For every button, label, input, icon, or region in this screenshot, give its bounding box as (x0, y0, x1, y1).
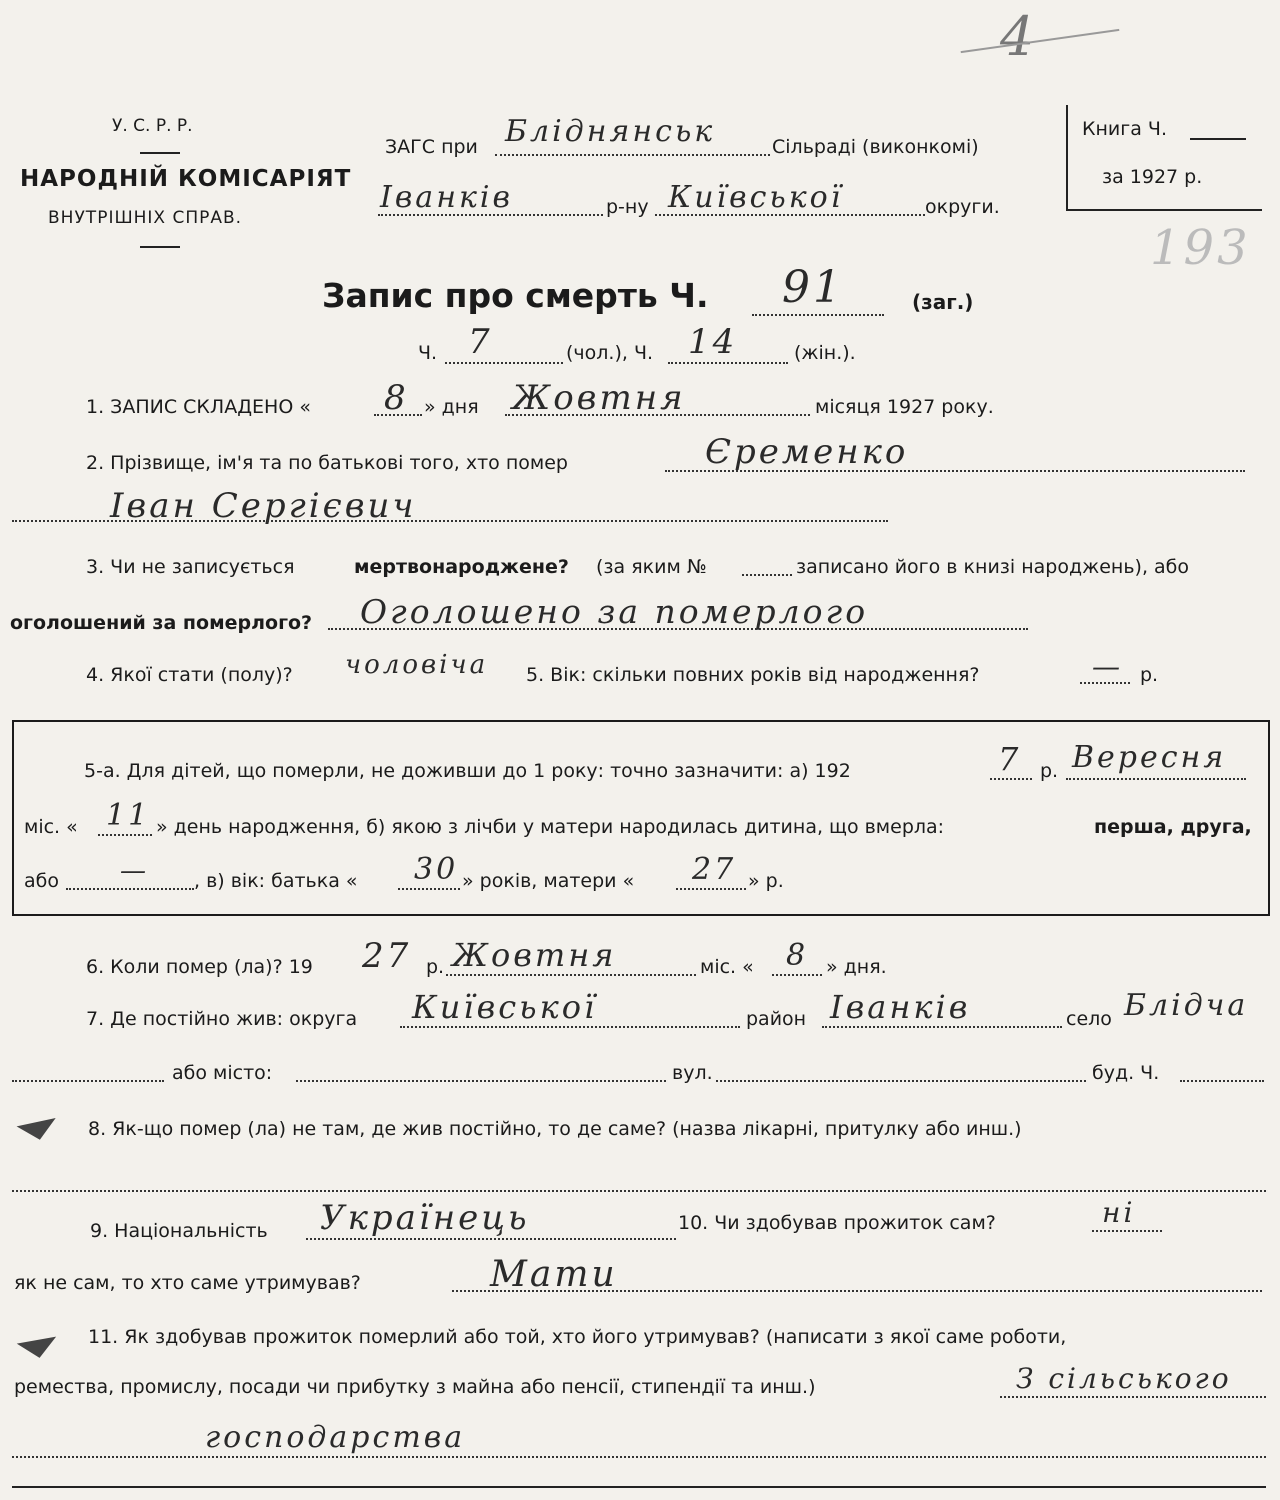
q1-day-hw: 8 (384, 378, 409, 418)
q5-label: 5. Вік: скільки повних років від народження? (526, 664, 980, 686)
count-men-hw: 7 (468, 322, 493, 362)
q7-okrug-hw: Київської (412, 988, 598, 1026)
count-men-label: (чол.), Ч. (566, 342, 654, 364)
q3-line1b: (за яким № (596, 556, 707, 578)
q7-okrug-line (400, 1026, 740, 1028)
q6-month-line (446, 974, 696, 976)
count-men-line (445, 362, 563, 364)
q6-r: р. (426, 956, 445, 978)
q5a-mother-line (676, 888, 746, 890)
zags-village-line (495, 154, 770, 156)
q6-mis: міс. « (700, 956, 754, 978)
q7-house: буд. Ч. (1092, 1062, 1160, 1084)
q7-rayon: район (746, 1008, 807, 1030)
q5a-mother-hw: 27 (692, 852, 737, 887)
count-label: Ч. (418, 342, 438, 364)
q4-sex-hw: чоловіча (345, 650, 489, 680)
q7-rayon-line (822, 1026, 1062, 1028)
header-divider (140, 152, 180, 154)
q3-answer-line (328, 628, 1028, 630)
zags-council: Сільраді (виконкомі) (772, 136, 979, 158)
q10-self-line (1092, 1230, 1162, 1232)
q5a-line1: 5-а. Для дітей, що померли, не доживши до 1 року: точно зазначити: а) 192 (84, 760, 851, 782)
q5a-mis: міс. « (24, 816, 78, 838)
zags-district-hw: Іванків (380, 180, 513, 215)
q10-self-hw: ні (1102, 1196, 1136, 1229)
q7-city-line (296, 1080, 666, 1082)
zags-prefix: ЗАГС при (385, 136, 478, 158)
q6-day-line (772, 974, 822, 976)
q7-line-start (12, 1080, 164, 1082)
q3-answer-hw: Оголошено за померлого (360, 592, 869, 631)
q6-year-hw: 27 (362, 936, 412, 976)
q2-surname-hw: Єременко (705, 432, 909, 472)
side-pencil-number: 193 (1150, 220, 1251, 276)
book-label: Книга Ч. (1082, 118, 1167, 140)
zags-district-line (378, 214, 603, 216)
q5a-month-line (1066, 778, 1246, 780)
q7-label: 7. Де постійно жив: округа (86, 1008, 358, 1030)
q5-age-hw: — (1092, 650, 1123, 683)
q5a-abo: або (24, 870, 59, 892)
zags-district-label: р-ну (606, 196, 649, 218)
q5a-line3c: » р. (748, 870, 784, 892)
corner-pencil-number: 4 (1000, 5, 1038, 68)
q5a-year-hw: 7 (998, 740, 1022, 778)
q5a-line3b: » років, матери « (462, 870, 635, 892)
q3-declared: оголошений за померлого? (10, 612, 313, 634)
bottom-rule (12, 1486, 1266, 1488)
q8-label: 8. Як-що помер (ла) не там, де жив постійно, то де саме? (назва лікарні, притулку або инш.) (88, 1118, 1022, 1140)
q6-end: » дня. (826, 956, 887, 978)
book-number-line (1190, 138, 1246, 140)
zags-okrug-line (655, 214, 925, 216)
q9-nat-hw: Українець (320, 1198, 530, 1238)
header-commissariat: НАРОДНІЙ КОМІСАРІЯТ (20, 166, 352, 192)
book-year: за 1927 р. (1102, 166, 1203, 188)
q6-label: 6. Коли помер (ла)? 19 (86, 956, 313, 978)
q4-label: 4. Якої стати (полу)? (86, 664, 293, 686)
q5a-month-hw: Вересня (1072, 740, 1227, 775)
q1-label: 1. ЗАПИС СКЛАДЕНО « (86, 396, 311, 418)
q7-street: вул. (672, 1062, 713, 1084)
q1-mid: » дня (424, 396, 479, 418)
margin-mark-2 (17, 1337, 60, 1362)
q11-line1: 11. Як здобував прожиток померлий або той, хто його утримував? (написати з якої саме роботи, (88, 1326, 1067, 1348)
zags-okrug-label: округи. (925, 196, 1000, 218)
count-women-label: (жін.). (794, 342, 856, 364)
count-women-line (668, 362, 788, 364)
q2-name-line (12, 520, 888, 522)
zags-village-hw: Бліднянськ (505, 114, 716, 149)
q11-answer2-line (12, 1456, 1266, 1458)
q7-selo: село (1066, 1008, 1112, 1030)
zags-okrug-hw: Київської (668, 180, 844, 215)
q9-nat-line (306, 1238, 676, 1240)
q3-line1: 3. Чи не записується (86, 556, 295, 578)
q7-street-line (716, 1080, 1086, 1082)
q5a-line2: » день народження, б) якою з лічби у матери народилась дитина, що вмерла: (156, 816, 945, 838)
q7-selo-hw: Блідча (1124, 988, 1249, 1023)
record-number-hw: 91 (782, 262, 844, 313)
q6-day-hw: 8 (786, 938, 809, 973)
q5a-first-second: перша, друга, (1094, 816, 1252, 838)
q3-stillborn: мертвонароджене? (354, 556, 569, 578)
q5a-father-hw: 30 (414, 852, 459, 887)
q11-line2: ремества, промислу, посади чи прибутку з майна або пенсії, стипендії та инш.) (14, 1376, 816, 1398)
q11-answer1-line (1000, 1396, 1266, 1398)
q8-answer-line (12, 1190, 1266, 1192)
q5-end: р. (1140, 664, 1159, 686)
q5a-father-line (398, 888, 460, 890)
q7-rayon-hw: Іванків (830, 988, 971, 1026)
q11-answer1-hw: З сільського (1016, 1362, 1232, 1395)
q5a-order-line (66, 888, 194, 890)
q5-age-line (1080, 682, 1130, 684)
q5a-day-hw: 11 (106, 798, 151, 833)
record-title: Запис про смерть Ч. (322, 276, 709, 315)
q7-city: або місто: (172, 1062, 273, 1084)
record-number-line (752, 314, 884, 316)
q3-line1c: записано його в книзі народжень), або (796, 556, 1190, 578)
q2-surname-line (665, 470, 1245, 472)
corner-pencil-stroke (961, 29, 1120, 53)
header-ministry: ВНУТРІШНІХ СПРАВ. (48, 208, 243, 228)
q1-month-line (505, 414, 810, 416)
q2-name-hw: Іван Сергієвич (110, 486, 417, 526)
q9-who-hw: Мати (490, 1254, 618, 1295)
q1-end: місяця 1927 року. (815, 396, 994, 418)
q6-month-hw: Жовтня (452, 936, 617, 974)
q7-house-line (1180, 1080, 1264, 1082)
q2-label: 2. Прізвище, ім'я та по батькові того, хто помер (86, 452, 568, 474)
q5a-year-line (990, 778, 1032, 780)
header-ussr: У. С. Р. Р. (112, 116, 193, 136)
record-total-label: (заг.) (912, 290, 974, 314)
q11-answer2-hw: господарства (205, 1420, 466, 1455)
q5a-dash-hw: — (120, 856, 149, 886)
q1-month-hw: Жовтня (512, 378, 686, 418)
q5a-day-line (98, 834, 152, 836)
q9-label: 9. Національність (90, 1220, 268, 1242)
q3-number-line (742, 574, 792, 576)
count-women-hw: 14 (688, 322, 738, 362)
q5a-r: р. (1040, 760, 1059, 782)
q9-who-line (452, 1290, 1262, 1292)
margin-mark-1 (17, 1118, 60, 1144)
q10-label: 10. Чи здобував прожиток сам? (678, 1212, 996, 1234)
q5a-line3: , в) вік: батька « (194, 870, 358, 892)
header-divider-2 (140, 246, 180, 248)
q1-day-line (374, 414, 422, 416)
q9-who: як не сам, то хто саме утримував? (14, 1272, 361, 1294)
